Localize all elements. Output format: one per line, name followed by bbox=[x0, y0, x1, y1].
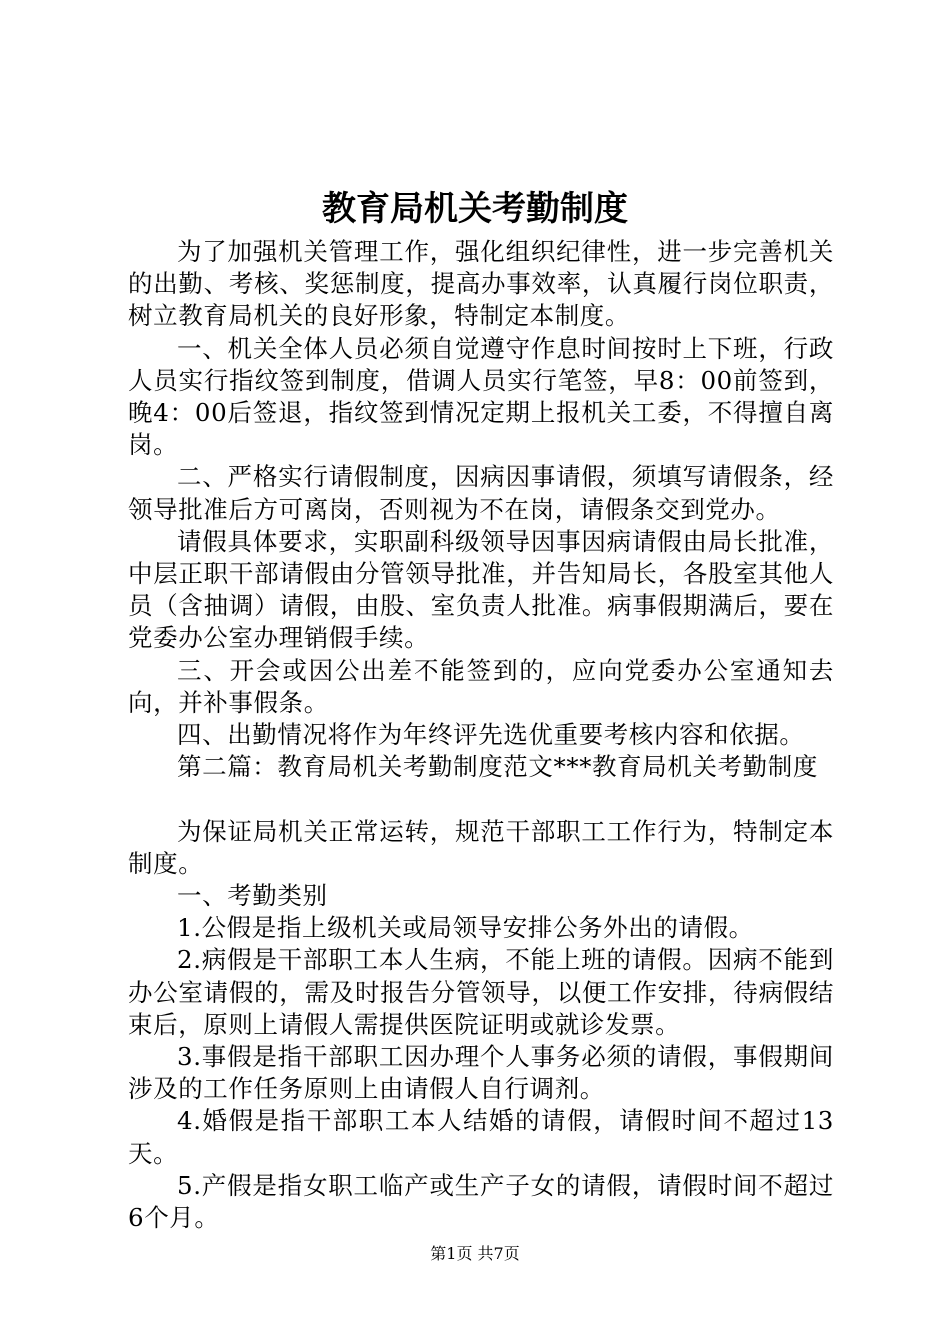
paragraph: 为了加强机关管理工作，强化组织纪律性，进一步完善机关的出勤、考核、奖惩制度，提高办事效率，认真履行岗位职责，树立教育局机关的良好形象，特制定本制度。 bbox=[128, 237, 834, 331]
paragraph: 1.公假是指上级机关或局领导安排公务外出的请假。 bbox=[177, 913, 754, 943]
paragraph: 二、严格实行请假制度，因病因事请假，须填写请假条，经领导批准后方可离岗，否则视为不在岗，请假条交到党办。 bbox=[128, 462, 834, 524]
paragraph: 为保证局机关正常运转，规范干部职工工作行为，特制定本制度。 bbox=[128, 816, 834, 878]
paragraph: 四、出勤情况将作为年终评先选优重要考核内容和依据。 bbox=[177, 720, 805, 750]
paragraph: 请假具体要求，实职副科级领导因事因病请假由局长批准，中层正职干部请假由分管领导批准，并告知局长，各股室其他人员（含抽调）请假，由股、室负责人批准。病事假期满后，要在党委办公室办理销假手续。 bbox=[128, 526, 834, 653]
paragraph: 4.婚假是指干部职工本人结婚的请假，请假时间不超过13天。 bbox=[128, 1106, 834, 1168]
paragraph: 一、考勤类别 bbox=[177, 881, 328, 911]
paragraph: 2.病假是干部职工本人生病，不能上班的请假。因病不能到办公室请假的，需及时报告分管领导，以便工作安排，待病假结束后，原则上请假人需提供医院证明或就诊发票。 bbox=[128, 945, 834, 1039]
paragraph: 3.事假是指干部职工因办理个人事务必须的请假，事假期间涉及的工作任务原则上由请假人自行调剂。 bbox=[128, 1042, 834, 1104]
paragraph: 5.产假是指女职工临产或生产子女的请假，请假时间不超过6个月。 bbox=[128, 1170, 834, 1233]
paragraph: 一、机关全体人员必须自觉遵守作息时间按时上下班，行政人员实行指纹签到制度，借调人员实行笔签，早8：00前签到，晚4：00后签退，指纹签到情况定期上报机关工委，不得擅自离岗。 bbox=[128, 333, 834, 460]
page-footer: 第1页 共7页 bbox=[430, 1244, 520, 1263]
blank-line bbox=[128, 783, 834, 815]
paragraph: 三、开会或因公出差不能签到的，应向党委办公室通知去向，并补事假条。 bbox=[128, 655, 834, 717]
document-title: 教育局机关考勤制度 bbox=[322, 189, 628, 229]
document-body bbox=[128, 236, 834, 1234]
section-heading: 第二篇：教育局机关考勤制度范文***教育局机关考勤制度 bbox=[177, 752, 818, 782]
